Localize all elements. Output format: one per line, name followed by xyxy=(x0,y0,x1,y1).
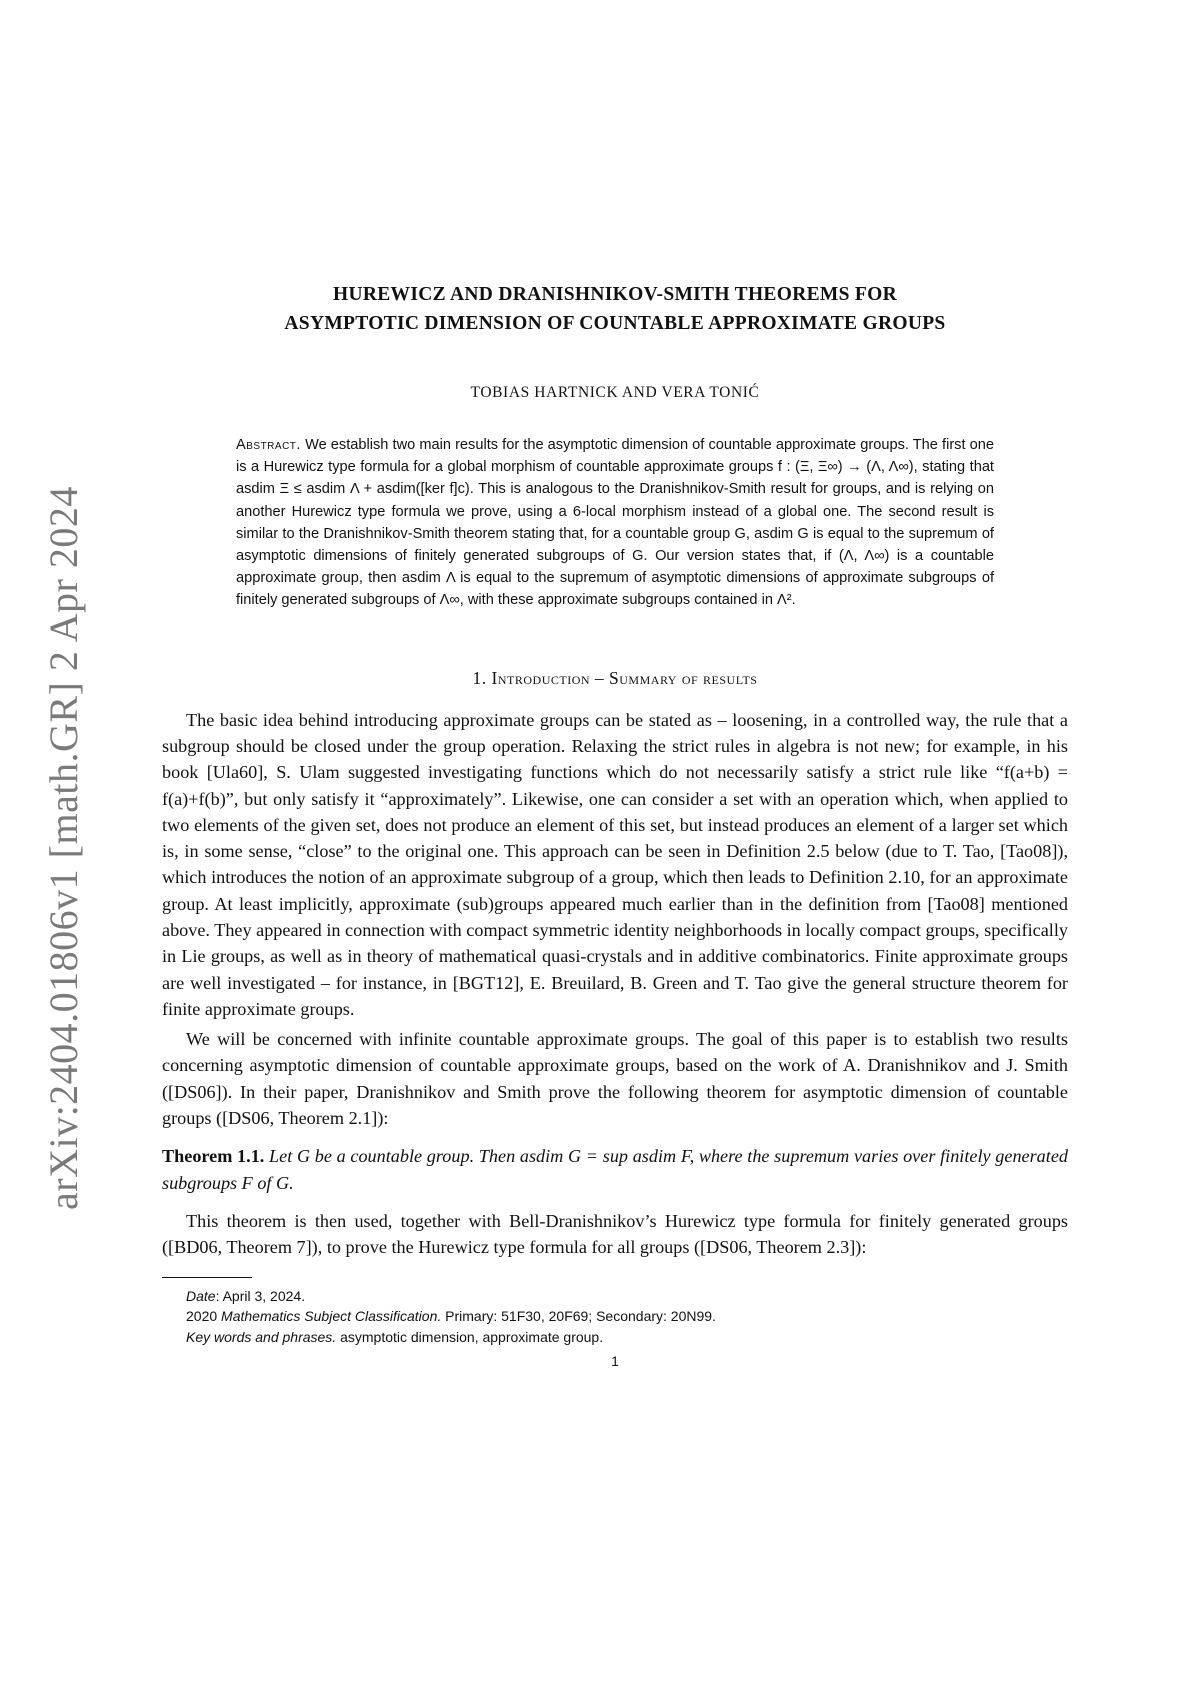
arxiv-identifier-stamp: arXiv:2404.01806v1 [math.GR] 2 Apr 2024 xyxy=(41,486,86,1210)
title-line-1: HUREWICZ AND DRANISHNIKOV-SMITH THEOREMS FOR xyxy=(333,284,897,305)
section-heading: 1. Introduction – Summary of results xyxy=(472,667,758,688)
footnote-msc-value: Primary: 51F30, 20F69; Secondary: 20N99. xyxy=(441,1308,716,1325)
theorem-statement: Let G be a countable group. Then asdim G = sup asdim F, where the supremum varies over finitely generated subgroups F of G. xyxy=(162,1146,1068,1193)
footnote-keywords xyxy=(162,1327,1068,1348)
footnote-msc xyxy=(162,1306,1068,1327)
footnote-date-label: Date xyxy=(186,1287,216,1304)
footnote-date-value: : April 3, 2024. xyxy=(215,1287,306,1304)
paper-title xyxy=(162,280,1068,338)
footnotes xyxy=(162,1286,1068,1348)
abstract-text: We establish two main results for the asymptotic dimension of countable approximate groups. The first one is a Hurewicz type formula for a global morphism of countable approximate groups f : (Ξ, Ξ∞) → (Λ, Λ∞), stating that asdim Ξ ≤ asdim Λ + asdim([ker f]c). This is analogous to the Dranishnikov-Smith result for groups, and is relying on another Hurewicz type formula we prove, using a 6-local morphism instead of a global one. The second result is similar to the Dranishnikov-Smith theorem stating that, for a countable group G, asdim G is equal to the supremum of asymptotic dimensions of finitely generated subgroups of G. Our version states that, if (Λ, Λ∞) is a countable approximate group, then asdim Λ is equal to the supremum of asymptotic dimensions of approximate subgroups of finitely generated subgroups of Λ∞, with these approximate subgroups contained in Λ². xyxy=(236,437,994,609)
footnote-keywords-value: asymptotic dimension, approximate group. xyxy=(336,1328,604,1345)
theorem-1-1 xyxy=(162,1143,1068,1196)
intro-paragraph-1: The basic idea behind introducing approximate groups can be stated as – loosening, in a controlled way, the rule that a subgroup should be closed under the group operation. Relaxing the strict rules in algebra is not new; for example, in his book [Ula60], S. Ulam suggested investigating functions which do not necessarily satisfy a strict rule like “f(a+b) = f(a)+f(b)”, but only satisfy it “approximately”. Likewise, one can consider a set with an operation which, when applied to two elements of the given set, does not produce an element of this set, but instead produces an element of a larger set which is, in some sense, “close” to the original one. This approach can be seen in Definition 2.5 below (due to T. Tao, [Tao08]), which introduces the notion of an approximate subgroup of a group, which then leads to Definition 2.10, for an approximate group. At least implicitly, approximate (sub)groups appeared much earlier than in the definition from [Tao08] mentioned above. They appeared in connection with compact symmetric identity neighborhoods in locally compact groups, specifically in Lie groups, as well as in theory of mathematical quasi-crystals and in additive combinatorics. Finite approximate groups are well investigated – for instance, in [BGT12], E. Breuilard, B. Green and T. Tao give the general structure theorem for finite approximate groups. xyxy=(162,709,1068,1019)
abstract-label: Abstract. xyxy=(236,437,301,453)
intro-paragraph-2: We will be concerned with infinite countable approximate groups. The goal of this paper is to establish two results concerning asymptotic dimension of countable approximate groups, based on the work of A. Dranishnikov and J. Smith ([DS06]). In their paper, Dranishnikov and Smith prove the following theorem for asymptotic dimension of countable groups ([DS06, Theorem 2.1]): xyxy=(162,1029,1068,1129)
footnote-msc-prefix: 2020 xyxy=(186,1308,222,1325)
intro-paragraph-3: This theorem is then used, together with Bell-Dranishnikov’s Hurewicz type formula for finitely generated groups ([BD06, Theorem 7]), to prove the Hurewicz type formula for all groups ([DS06, Theorem 2.3]): xyxy=(162,1210,1068,1258)
footnote-rule xyxy=(162,1277,252,1278)
paper-page xyxy=(162,280,1068,1369)
theorem-label: Theorem 1.1. xyxy=(162,1146,265,1167)
title-line-2: ASYMPTOTIC DIMENSION OF COUNTABLE APPROXIMATE GROUPS xyxy=(284,313,946,334)
page-number: 1 xyxy=(611,1353,619,1370)
author-list: TOBIAS HARTNICK AND VERA TONIĆ xyxy=(470,384,760,401)
abstract xyxy=(236,434,994,612)
footnote-msc-label: Mathematics Subject Classification. xyxy=(221,1308,442,1325)
footnote-keywords-label: Key words and phrases. xyxy=(186,1328,337,1345)
footnote-date xyxy=(162,1286,1068,1307)
